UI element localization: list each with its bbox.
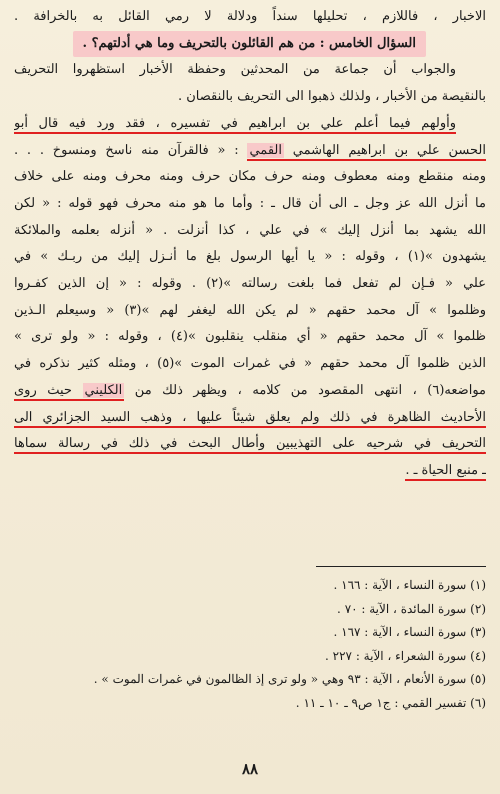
footnote: (١) سورة النساء ، الآية : ١٦٦ . [333,578,486,592]
main-text [14,4,486,485]
page-number: ٨٨ [241,760,259,778]
underlined-text [247,143,486,161]
text-line: الاخبار ، فاللازم ، تحليلها سنداً ودلالة لا رمي القائل به بالخرافة . [14,9,486,24]
underlined-text: وأولهم فيما أعلم علي بن ابراهيم في تفسيره ، فقد ورد فيه قال أبو [14,116,456,134]
footnote: (٣) سورة النساء ، الآية : ١٦٧ . [333,625,486,640]
text-line: والجواب أن جماعة من المحدثين وحفظة الأخبار استظهروا التحريف [14,62,456,78]
text-line: بالنقيصة من الأخبار ، ولذلك ذهبوا الى التحريف بالنقصان . [177,89,486,105]
footnote: (٥) سورة الأنعام ، الآية : ٩٣ وهي « ولو ترى إذ الظالمون في غمرات الموت » . [93,672,486,687]
text-line [14,378,486,405]
text-line [14,138,486,165]
underlined-text: التحريف في شرحيه على التهذيبين وأطال البحث في ذلك في رسالة سماها [14,436,486,454]
footnote: (٢) سورة المائدة ، الآية : ٧٠ . [337,601,486,616]
text-line [14,431,486,458]
text-line: الذين ظلموا آل محمد حقهم « في غمرات الموت »(٥) ، ومثله كثير نذكره في [14,356,486,372]
text-line: الله يشهد بما أنزل إليك » في علي ، كذا أنزلت . « أنزله بعلمه والملائكة [14,222,486,238]
footnote: (٦) تفسير القمي : ج١ ص٩ ـ ١٠ ـ ١١ . [295,695,486,710]
underlined-text: ـ منبع الحياة ـ . [405,463,486,481]
text-line: يشهدون »(١) ، وقوله : « يا أيها الرسول بلغ ما أنـزل إليك من ربـك » في [14,249,486,265]
highlighted-word: القمي [249,142,282,158]
highlighted-word: الكليني [84,382,123,398]
question-line [14,31,486,58]
footnotes [14,574,486,716]
text-span: الحسن علي بن ابراهيم الهاشمي [292,142,486,158]
text-span: مواضعه(٦) ، انتهى المقصود من كلامه ، ويظهر ذلك من [134,382,486,398]
text-span: حيث روى [14,382,72,398]
text-line [14,111,486,138]
text-line: علي « فـإن لم تفعل فما بلغت رسالته »(٢) . وقوله : « إن الذين كفـروا [14,276,486,292]
text-line [14,458,486,485]
text-line: ومنه منقطع ومنه معطوف ومنه حرف مكان حرف ومنه محرف ومنه على خلاف [14,169,486,185]
underlined-text: الأحاديث الظاهرة في ذلك ولم يعلق شيئاً عليها ، وذهب السيد الجزائري الى [14,410,486,428]
text-line [14,405,486,432]
footnote-divider [316,566,486,567]
footnote: (٤) سورة الشعراء ، الآية : ٢٢٧ . [325,648,486,663]
text-span: : « فالقرآن منه ناسخ ومنسوخ . . . [14,142,239,158]
text-line: وظلموا » آل محمد حقهم « لم يكن الله ليغفر لهم »(٣) « وسيعلم الـذين [14,302,486,318]
text-line: ظلموا » آل محمد حقهم « أي منقلب ينقلبون »(٤) ، وقوله : « ولو ترى » [14,329,486,345]
question-highlight: السؤال الخامس : من هم القائلون بالتحريف وما هي أدلتهم؟ . [73,31,426,58]
underlined-text [14,383,124,401]
text-line: ما أنزل الله عز وجل ـ الى أن قال ـ : وأما ما هو منه محرف فهو قوله : « لكن [14,195,486,211]
